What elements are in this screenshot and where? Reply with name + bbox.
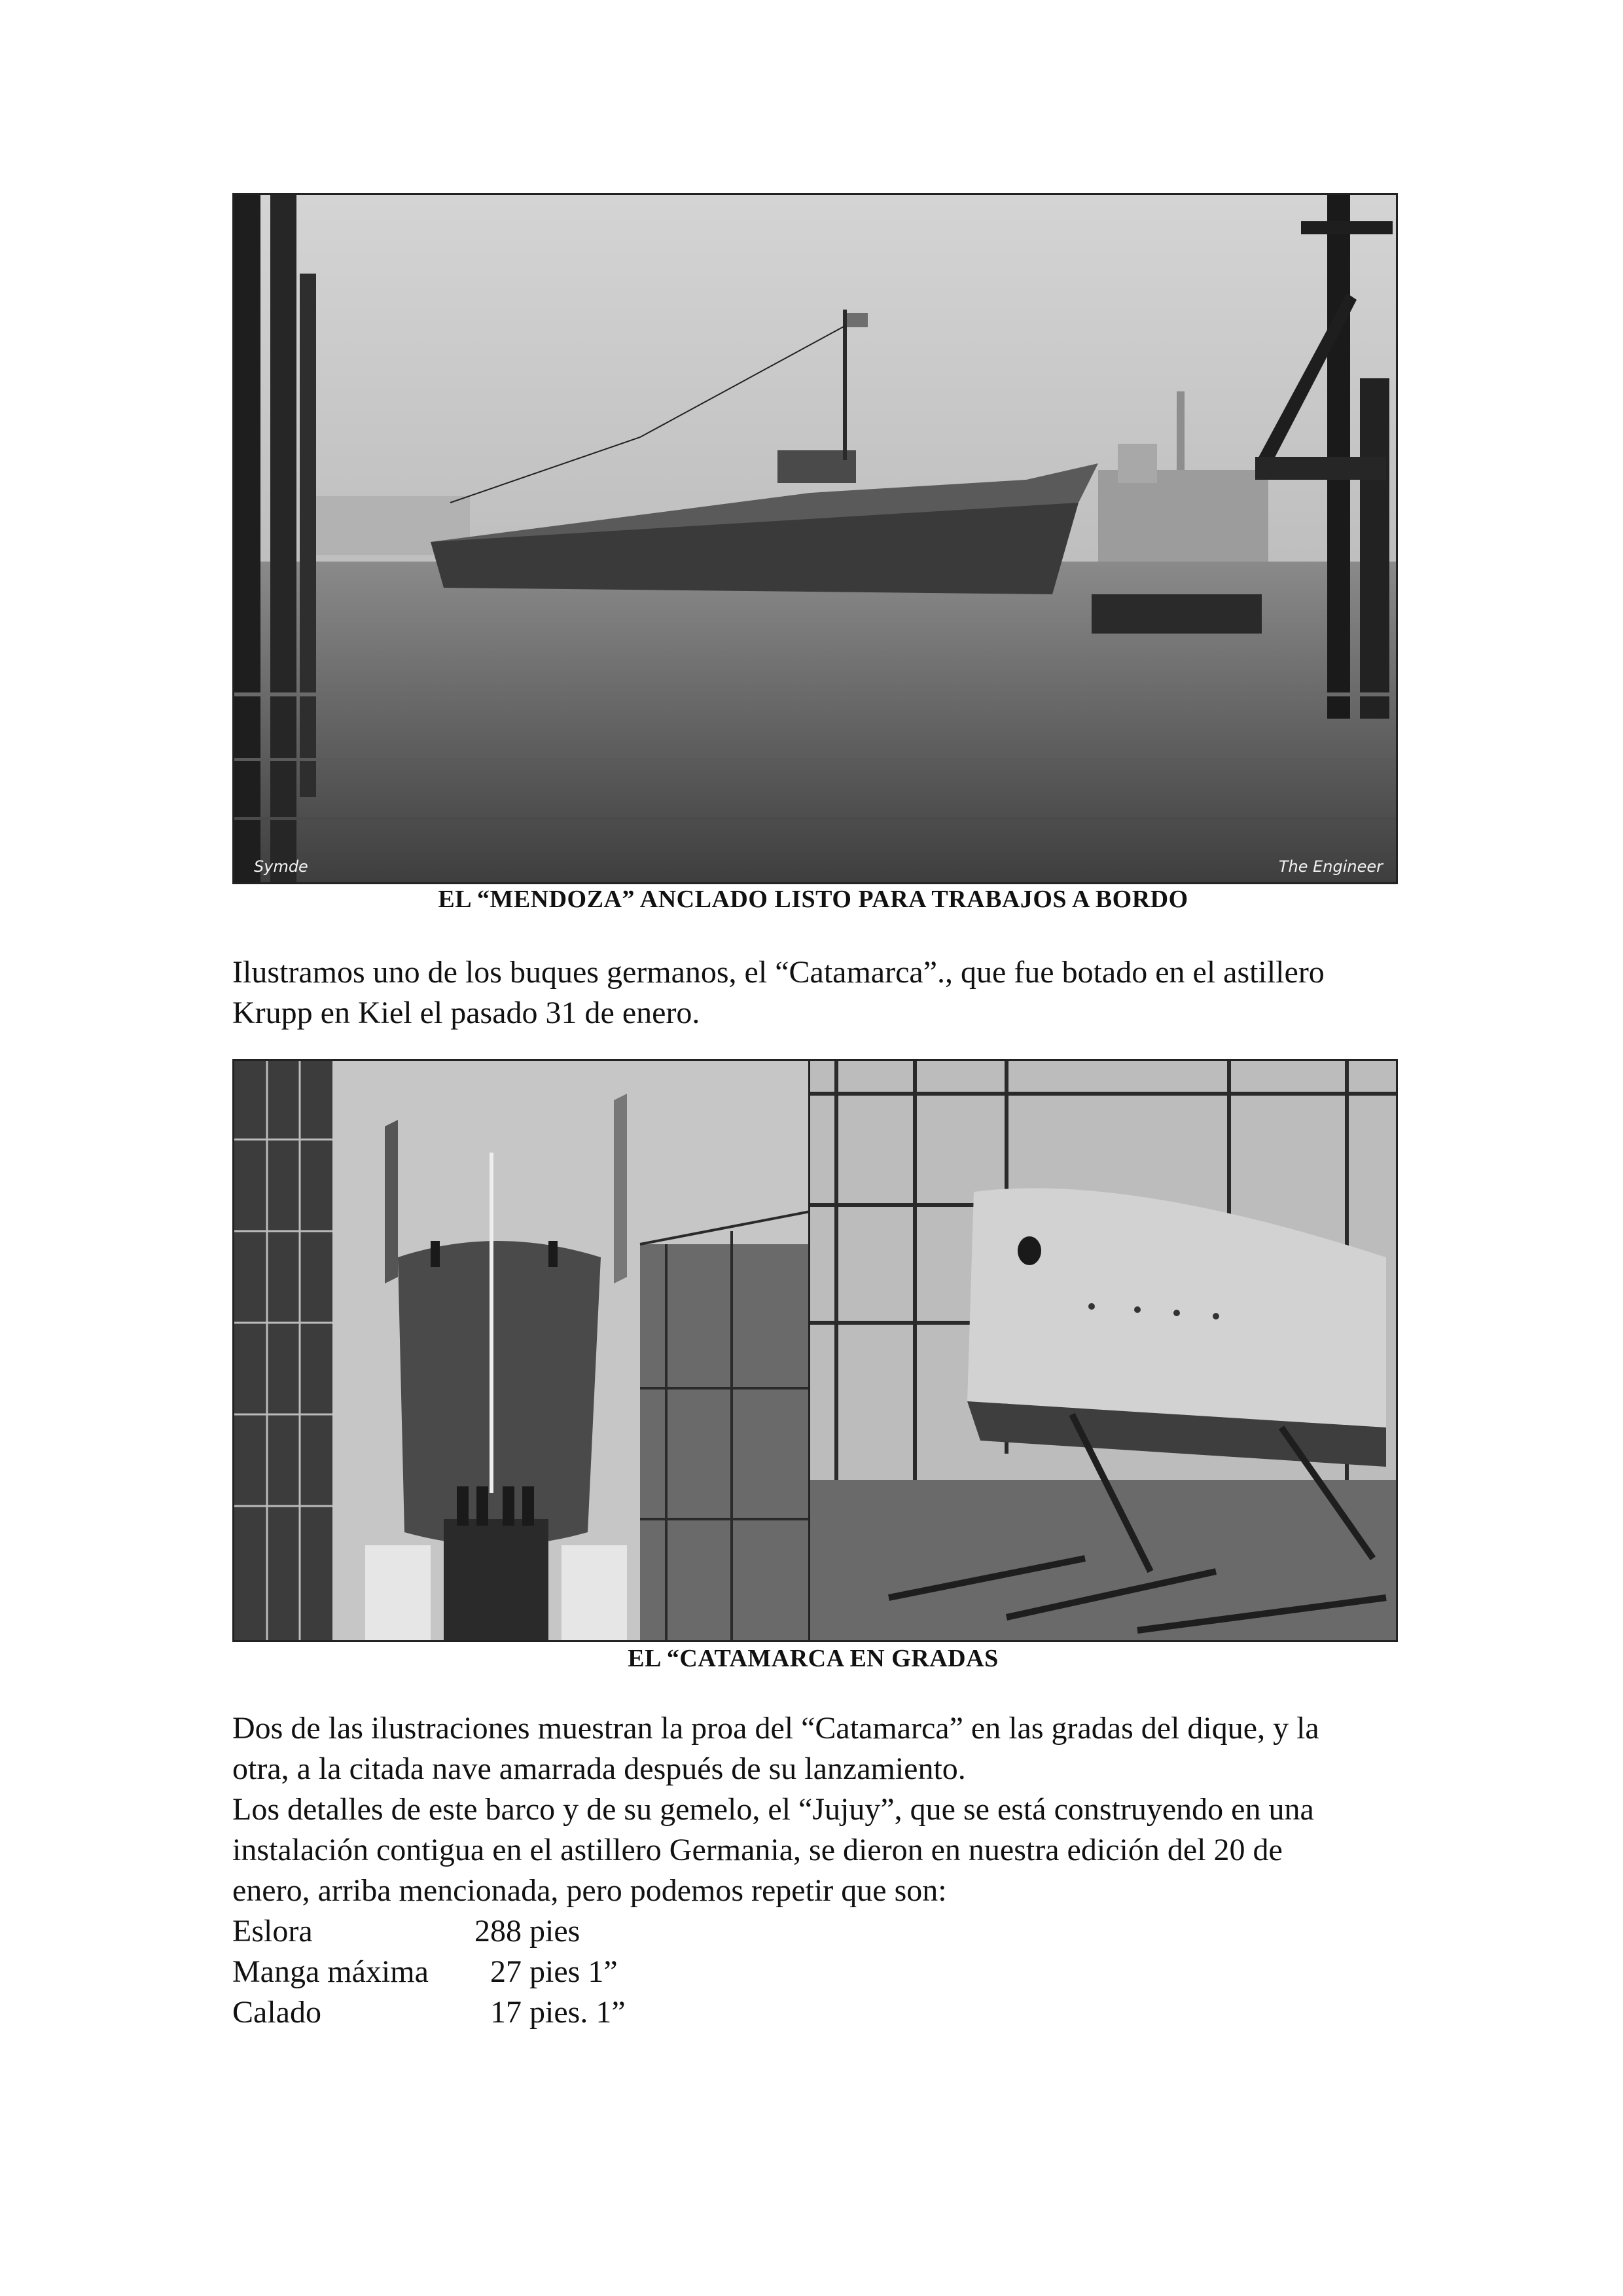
spec-row-manga [232, 1952, 618, 1992]
spec-row-calado [232, 1992, 626, 2033]
paragraph-catamarca-details [232, 1708, 1397, 1911]
paragraph-line: enero, arriba mencionada, pero podemos repetir que son: [232, 1873, 947, 1908]
photo-catamarca-side [808, 1059, 1398, 1642]
spec-value: 288 pies [474, 1914, 580, 1948]
photo-catamarca-bow-illustration [234, 1061, 810, 1640]
photo-credit-right: The Engineer [1278, 857, 1383, 876]
paragraph-line: Ilustramos uno de los buques germanos, el “Catamarca”., que fue botado en el astillero [232, 955, 1325, 990]
paragraph-line: Los detalles de este barco y de su gemelo, el “Jujuy”, que se está construyendo en una [232, 1792, 1314, 1827]
photo-mendoza-anchored [232, 193, 1398, 884]
photo-catamarca-bow [232, 1059, 812, 1642]
spec-value: 27 pies 1” [474, 1954, 618, 1989]
spec-value: 17 pies. 1” [474, 1995, 626, 2030]
photo-credit-left: Symde [254, 857, 308, 876]
paragraph-line: Dos de las ilustraciones muestran la proa del “Catamarca” en las gradas del dique, y la [232, 1711, 1319, 1746]
spec-label: Calado [232, 1995, 321, 2030]
spec-label: Eslora [232, 1914, 313, 1948]
spec-label: Manga máxima [232, 1954, 429, 1989]
paragraph-catamarca-intro [232, 952, 1397, 1033]
paragraph-line: Krupp en Kiel el pasado 31 de enero. [232, 996, 700, 1030]
paragraph-line: instalación contigua en el astillero Germania, se dieron en nuestra edición del 20 de [232, 1833, 1283, 1867]
paragraph-line: otra, a la citada nave amarrada después de su lanzamiento. [232, 1751, 966, 1786]
photo-catamarca-side-illustration [810, 1061, 1396, 1640]
caption-catamarca: EL “CATAMARCA EN GRADAS [628, 1645, 999, 1672]
photo-mendoza-illustration [234, 195, 1396, 882]
caption-mendoza: EL “MENDOZA” ANCLADO LISTO PARA TRABAJOS A BORDO [438, 886, 1188, 913]
spec-row-eslora [232, 1911, 580, 1952]
